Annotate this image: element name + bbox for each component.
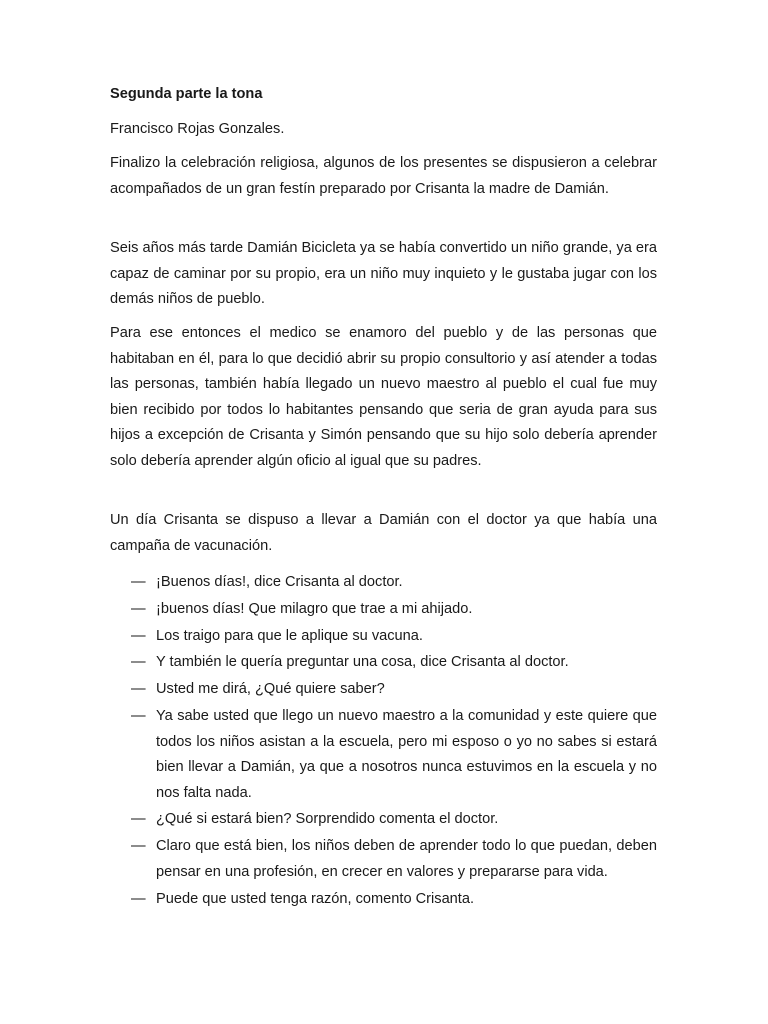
paragraph-3: Para ese entonces el medico se enamoro del pueblo y de las personas que habitaban en él, para lo que decidió abrir su propio consultorio y así atender a todas las personas, también había llegado un nuevo maestro al pueblo el cual fue muy bien recibido por todos lo habitantes pensando que seria de gran ayuda para sus hijos a excepción de Crisanta y Simón pensando que su hijo solo debería aprender solo debería aprender algún oficio al igual que su padres.: [110, 325, 657, 469]
document-title: Segunda parte la tona: [110, 86, 263, 102]
dash-bullet: —: [131, 574, 146, 590]
dialogue-text: Los traigo para que le aplique su vacuna.: [156, 627, 423, 644]
dash-bullet: —: [131, 838, 146, 855]
dialogue-line: [131, 887, 657, 913]
dialogue-text: ¡buenos días! Que milagro que trae a mi ahijado.: [156, 600, 473, 617]
dash-bullet: —: [131, 654, 146, 671]
dialogue-text: Claro que está bien, los niños deben de aprender todo lo que puedan, deben pensar en una profesión, en crecer en valores y prepararse para vida.: [156, 838, 657, 880]
dialogue-line: [131, 834, 657, 885]
dash-bullet: —: [131, 681, 146, 698]
dialogue-line: [131, 650, 657, 676]
paragraph-2: Seis años más tarde Damián Bicicleta ya se había convertido un niño grande, ya era capaz de caminar por su propio, era un niño muy inquieto y le gustaba jugar con los demás niños de pueblo.: [110, 240, 657, 308]
dialogue-text: ¿Qué si estará bien? Sorprendido comenta el doctor.: [156, 811, 499, 828]
dialogue-text: Y también le quería preguntar una cosa, dice Crisanta al doctor.: [156, 654, 569, 671]
dialogue-list: [131, 570, 657, 913]
dialogue-line: [131, 597, 657, 623]
dash-bullet: —: [131, 627, 146, 644]
dialogue-line: [131, 807, 657, 833]
dash-bullet: —: [131, 811, 146, 828]
dialogue-text: Usted me dirá, ¿Qué quiere saber?: [156, 681, 385, 698]
dash-bullet: —: [131, 707, 146, 724]
paragraph-4: Un día Crisanta se dispuso a llevar a Damián con el doctor ya que había una campaña de vacunación.: [110, 512, 657, 554]
dialogue-text: ¡Buenos días!, dice Crisanta al doctor.: [156, 574, 403, 590]
dialogue-line: [131, 624, 657, 650]
paragraph-1: Finalizo la celebración religiosa, algunos de los presentes se dispusieron a celebrar acompañados de un gran festín preparado por Crisanta la madre de Damián.: [110, 155, 657, 197]
dialogue-text: Puede que usted tenga razón, comento Crisanta.: [156, 890, 475, 907]
dialogue-line: [131, 570, 657, 596]
dash-bullet: —: [131, 890, 146, 907]
document-author: Francisco Rojas Gonzales.: [110, 121, 285, 137]
dialogue-line: [131, 704, 657, 806]
dialogue-text: Ya sabe usted que llego un nuevo maestro a la comunidad y este quiere que todos los niños asistan a la escuela, pero mi esposo o yo no sabes si estará bien llevar a Damián, ya que a nosotros nunca estuvimos en la escuela y no nos falta nada.: [156, 707, 657, 801]
dash-bullet: —: [131, 600, 146, 617]
dialogue-line: [131, 677, 657, 703]
